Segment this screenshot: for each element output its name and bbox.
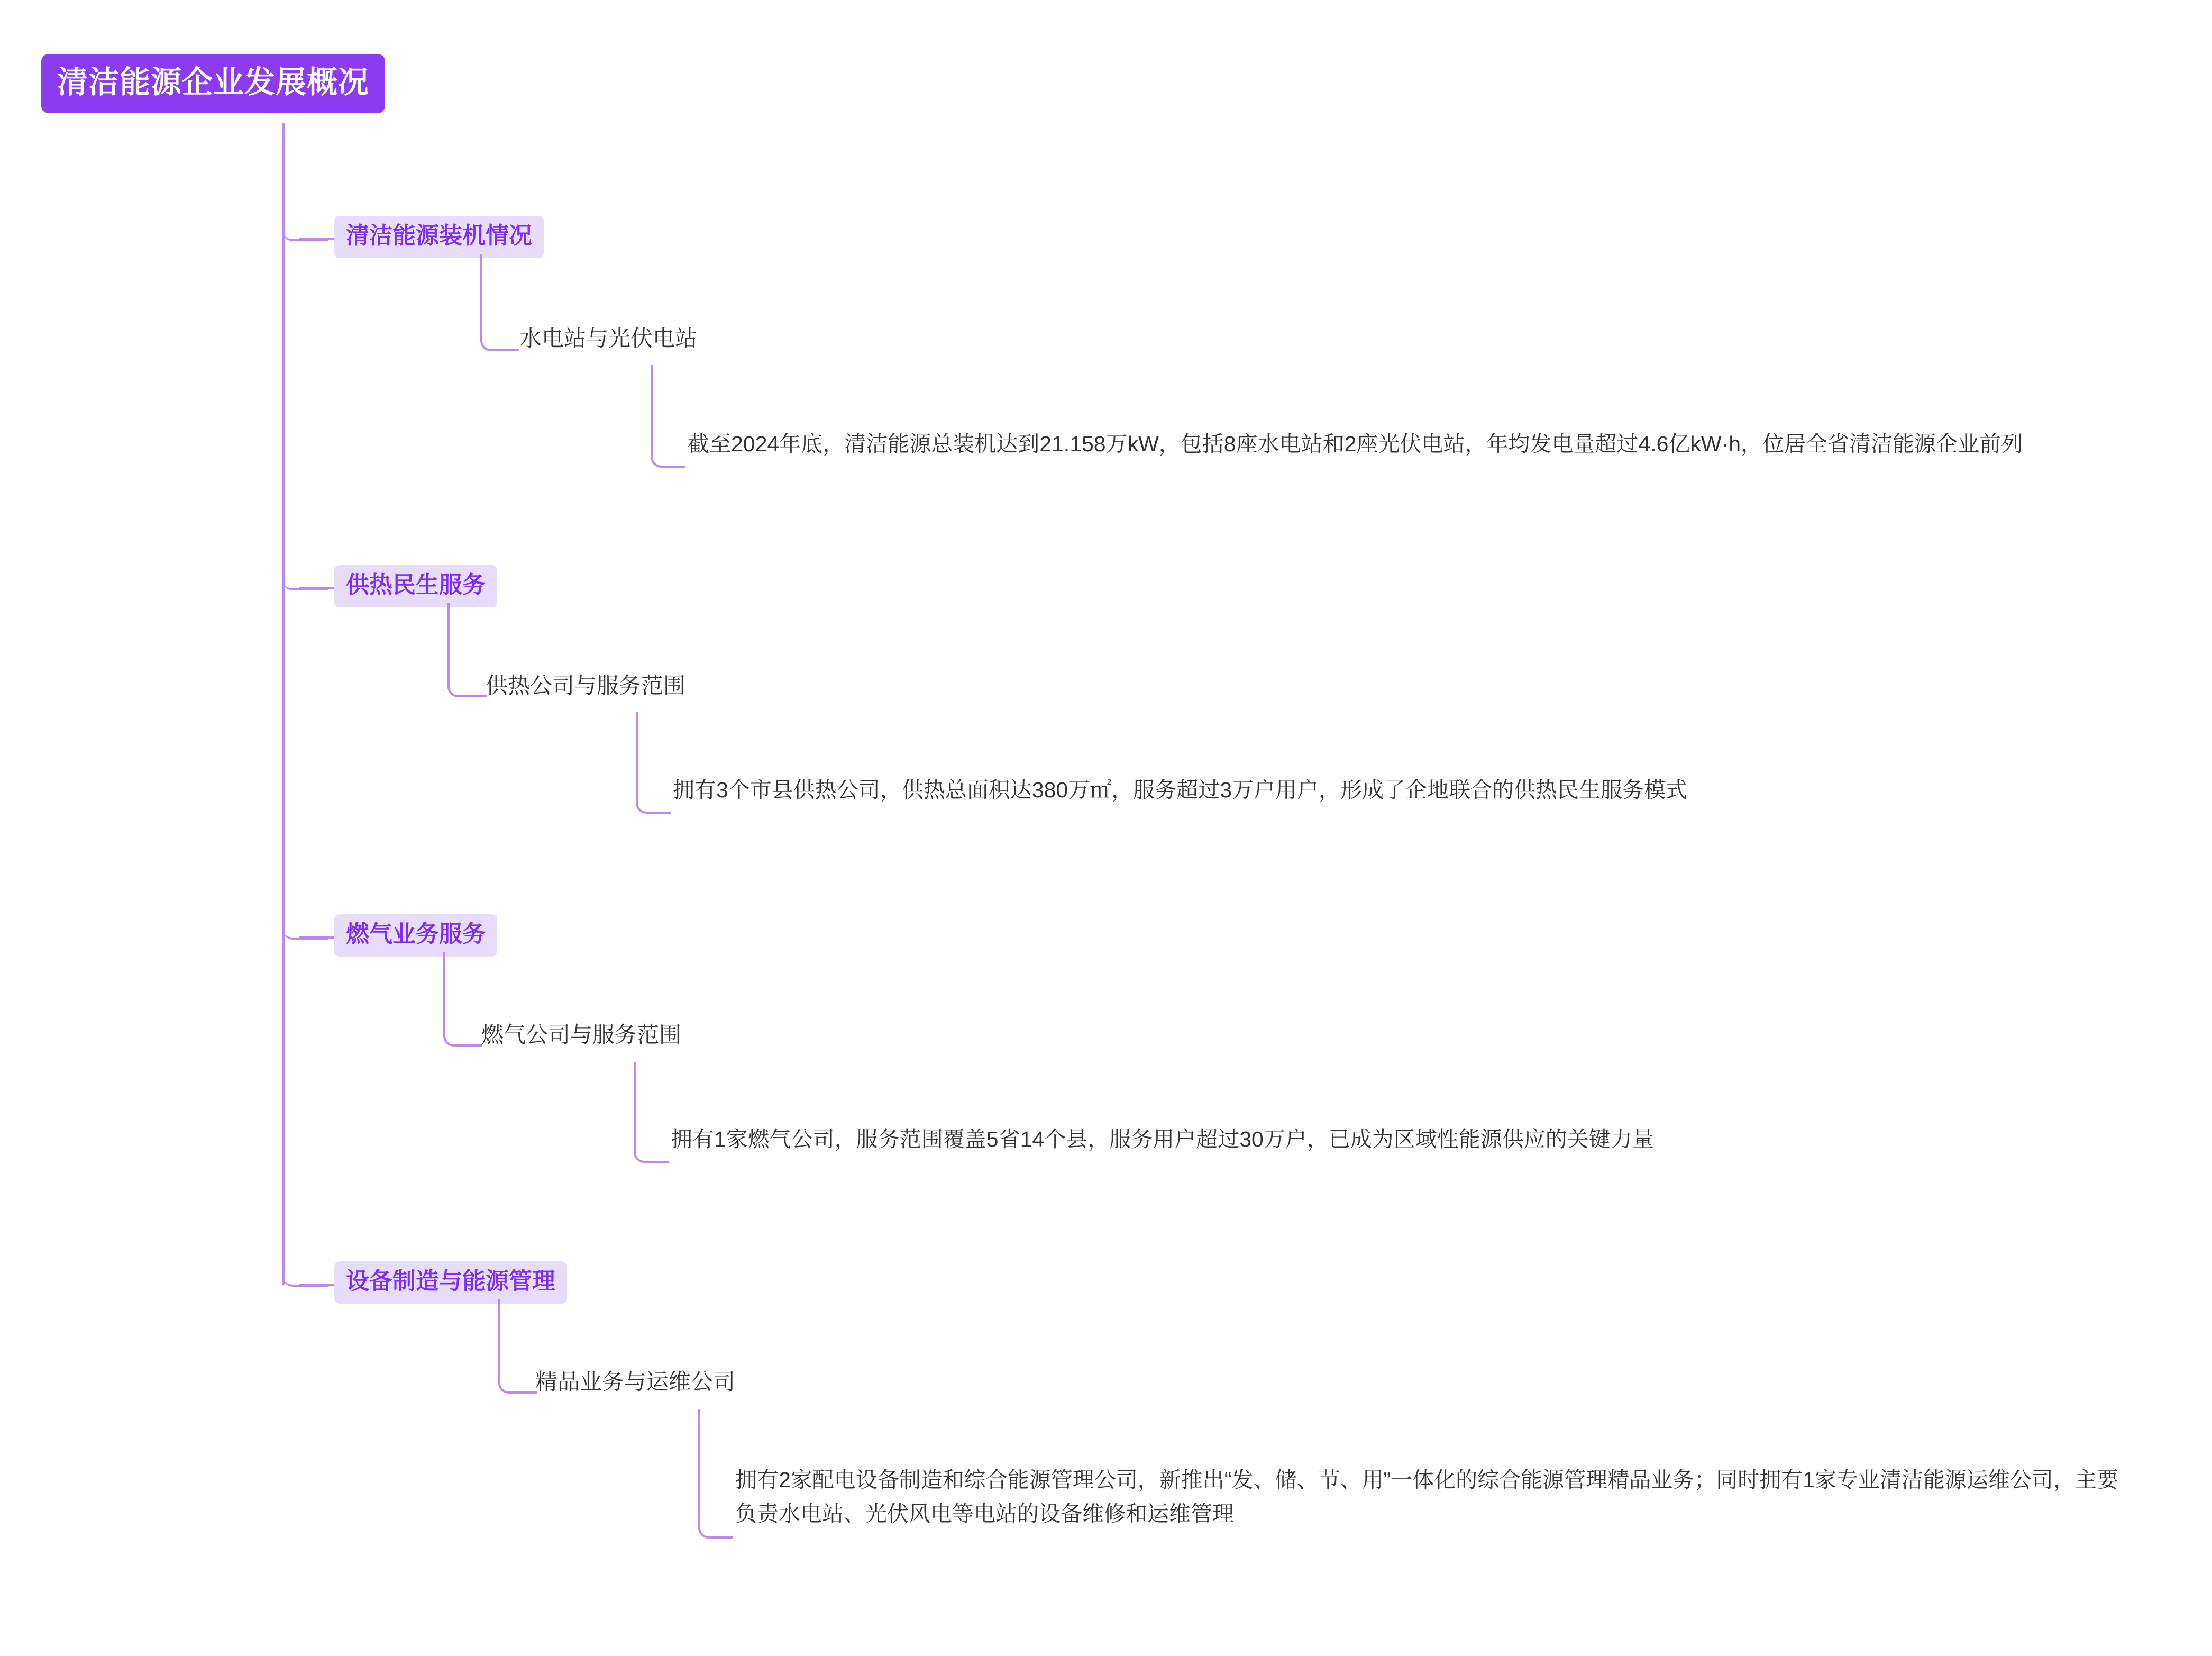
connector-child-2-to-detail: [636, 712, 671, 814]
connector-branch-3-to-child: [443, 952, 482, 1047]
connector-root-to-branch-3: [282, 899, 328, 940]
child-node-1[interactable]: 水电站与光伏电站: [519, 326, 698, 351]
detail-node-2: 拥有3个市县供热公司，供热总面积达380万㎡，服务超过3万户用户，形成了企地联合的供热民生服务模式: [673, 778, 1688, 802]
connector-root-to-branch-4: [282, 1246, 328, 1287]
connector-branch-3-stub: [299, 936, 334, 939]
connector-branch-1-to-child: [480, 254, 519, 351]
branch-node-4[interactable]: 设备制造与能源管理: [334, 1261, 567, 1304]
detail-node-3: 拥有1家燃气公司，服务范围覆盖5省14个县，服务用户超过30万户，已成为区域性能源供应的关键力量: [671, 1127, 1654, 1151]
connector-child-3-to-detail: [634, 1062, 669, 1163]
detail-node-4: 拥有2家配电设备制造和综合能源管理公司，新推出“发、储、节、用”一体化的综合能源管理精品业务；同时拥有1家专业清洁能源运维公司，主要负责水电站、光伏风电等电站的设备维修和运维管理: [735, 1468, 2118, 1526]
branch-node-3[interactable]: 燃气业务服务: [334, 914, 497, 957]
connector-branch-2-to-child: [447, 603, 487, 697]
connector-root-to-branch-1: [282, 201, 328, 241]
connector-child-4-to-detail: [698, 1409, 733, 1539]
child-node-2[interactable]: 供热公司与服务范围: [486, 673, 686, 698]
child-node-4[interactable]: 精品业务与运维公司: [535, 1369, 736, 1394]
connector-root-to-branch-2: [282, 550, 328, 590]
connector-branch-2-stub: [299, 587, 334, 589]
child-node-3[interactable]: 燃气公司与服务范围: [481, 1022, 682, 1047]
connector-branch-4-stub: [299, 1284, 334, 1286]
trunk-line: [282, 123, 285, 1285]
mindmap-root-node[interactable]: 清洁能源企业发展概况: [41, 54, 385, 113]
branch-node-2[interactable]: 供热民生服务: [334, 565, 497, 607]
connector-branch-1-stub: [299, 238, 334, 240]
connector-child-1-to-detail: [651, 365, 685, 468]
connector-branch-4-to-child: [498, 1299, 537, 1394]
detail-node-1: 截至2024年底，清洁能源总装机达到21.158万kW，包括8座水电站和2座光伏电站，年均发电量超过4.6亿kW·h，位居全省清洁能源企业前列: [688, 432, 2023, 456]
branch-node-1[interactable]: 清洁能源装机情况: [334, 216, 544, 258]
